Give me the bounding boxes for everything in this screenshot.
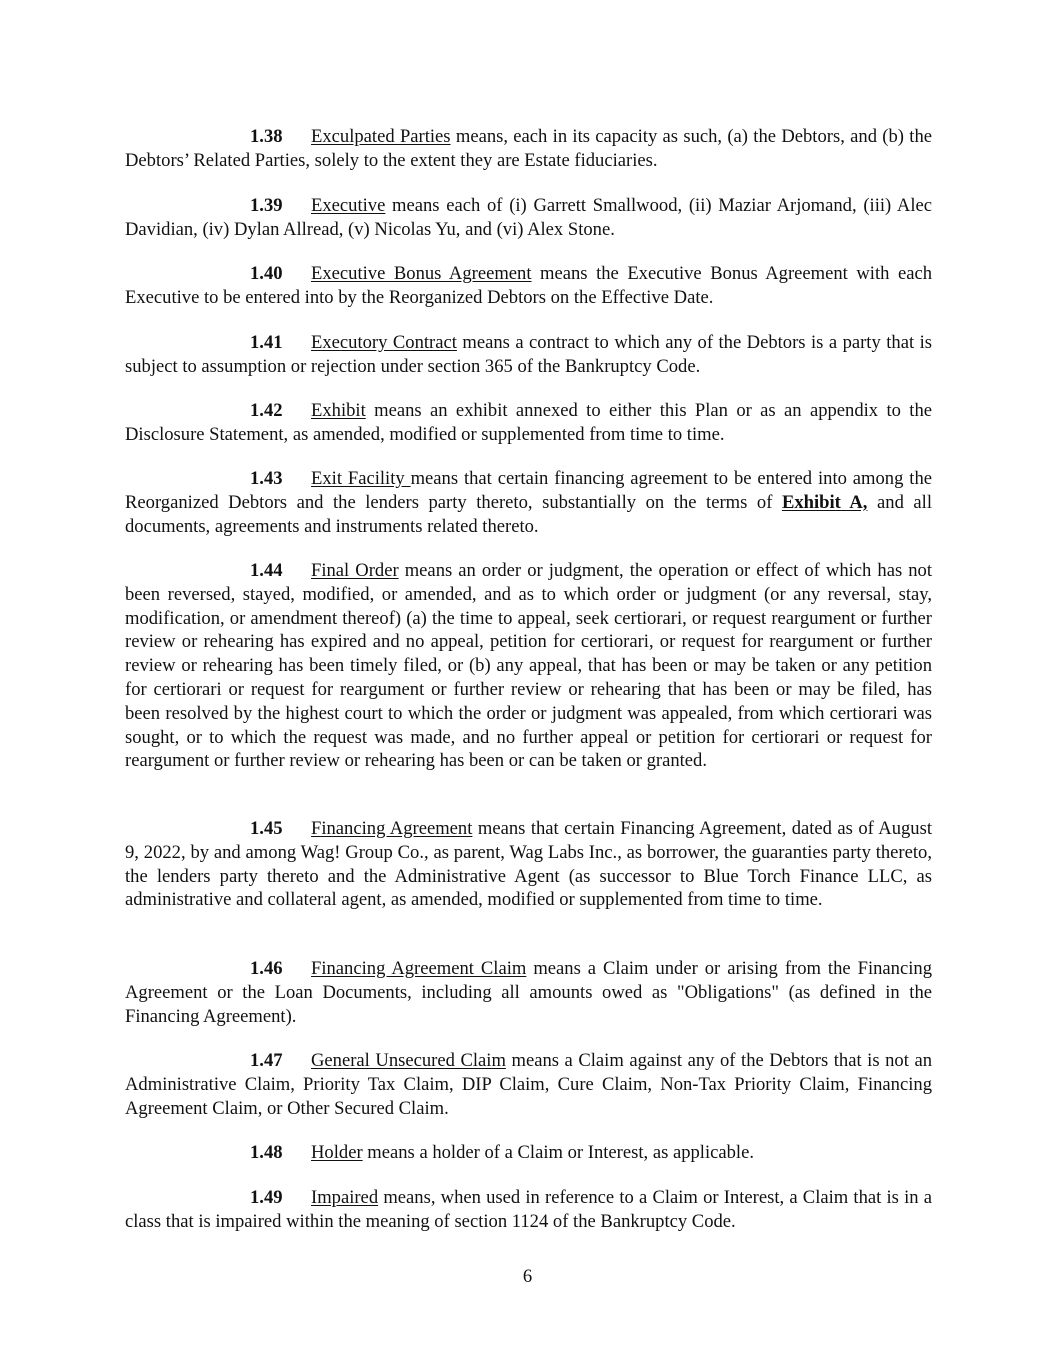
- defined-term: Exculpated Parties: [311, 126, 451, 147]
- definition-text: means, each in its capacity as such, (a) the Debtors, and (b) the Debtors’ Related Parties, solely to the extent they are Estate fiduciaries.: [125, 126, 932, 171]
- definition-text: means the Executive Bonus Agreement with each Executive to be entered into by the Reorganized Debtors on the Effective Date.: [125, 263, 932, 308]
- definition-1-40: [125, 262, 932, 310]
- section-number: 1.49: [250, 1187, 283, 1208]
- definition-1-48: [125, 1141, 932, 1165]
- page-number: 6: [522, 1266, 533, 1287]
- section-number: 1.39: [250, 195, 283, 216]
- section-number: 1.38: [250, 126, 283, 147]
- section-number: 1.45: [250, 818, 283, 839]
- definition-1-49: [125, 1186, 932, 1234]
- definition-1-47: [125, 1049, 932, 1120]
- definition-1-43: [125, 467, 932, 538]
- definition-1-45: [125, 817, 932, 912]
- definition-text: means, when used in reference to a Claim or Interest, a Claim that is in a class that is impaired within the meaning of section 1124 of the Bankruptcy Code.: [125, 1187, 932, 1232]
- defined-term: General Unsecured Claim: [311, 1050, 506, 1071]
- section-number: 1.48: [250, 1142, 283, 1163]
- definition-1-46: [125, 957, 932, 1028]
- section-number: 1.46: [250, 958, 283, 979]
- definition-1-44: [125, 559, 932, 773]
- defined-term: Final Order: [311, 560, 399, 581]
- section-number: 1.43: [250, 468, 283, 489]
- section-number: 1.42: [250, 400, 283, 421]
- definition-text-continued: and all documents, agreements and instruments related thereto.: [125, 491, 933, 537]
- definition-text: means that certain Financing Agreement, dated as of August 9, 2022, by and among Wag! Group Co., as parent, Wag Labs Inc., as borrower, the guaranties party thereto, the lenders party thereto and the Administrative Agent (as successor to Blue Torch Finance LLC, as administrative and collateral agent, as amended, modified or supplemented from time to time.: [125, 818, 932, 911]
- defined-term: Financing Agreement Claim: [311, 958, 527, 979]
- section-number: 1.41: [250, 332, 283, 353]
- definition-1-42: [125, 399, 932, 447]
- section-number: 1.47: [250, 1050, 283, 1071]
- defined-term: Financing Agreement: [311, 818, 473, 839]
- definition-text: means each of (i) Garrett Smallwood, (ii) Maziar Arjomand, (iii) Alec Davidian, (iv) Dylan Allread, (v) Nicolas Yu, and (vi) Alex Stone.: [125, 195, 932, 240]
- definition-text: means that certain financing agreement to be entered into among the Reorganized Debtors and the lenders party thereto, substantially on the terms of: [125, 468, 933, 513]
- defined-term: Holder: [311, 1142, 363, 1163]
- definition-text: means a Claim against any of the Debtors that is not an Administrative Claim, Priority Tax Claim, DIP Claim, Cure Claim, Non-Tax Priority Claim, Financing Agreement Claim, or Other Secured Claim.: [125, 1050, 933, 1119]
- section-number: 1.40: [250, 263, 283, 284]
- defined-term: Impaired: [311, 1187, 379, 1208]
- definition-text: means an order or judgment, the operation or effect of which has not been reversed, stayed, modified, or amended, and as to which order or judgment (or any reversal, stay, modification, or amendment thereof) (a) the time to appeal, seek certiorari, or request reargument or further review or rehearing has expired and no appeal, petition for certiorari, or request for reargument or further review or rehearing has been timely filed, or (b) any appeal, that has been or may be taken or any petition for certiorari or request for reargument or further review or rehearing that has been or may be filed, has been resolved by the highest court to which the order or judgment was appealed, from which certiorari was sought, or to which the request was made, and no further appeal or petition for certiorari or request for reargument or further review or rehearing has been or can be taken or granted.: [125, 560, 933, 772]
- definition-text: means a holder of a Claim or Interest, as applicable.: [362, 1142, 754, 1163]
- definition-text: means an exhibit annexed to either this Plan or as an appendix to the Disclosure Statement, as amended, modified or supplemented from time to time.: [125, 400, 932, 445]
- definition-text: means a Claim under or arising from the Financing Agreement or the Loan Documents, including all amounts owed as "Obligations" (as defined in the Financing Agreement).: [125, 958, 932, 1027]
- defined-term: Exhibit: [311, 400, 366, 421]
- defined-term: Exit Facility: [311, 468, 411, 489]
- definition-1-38: [125, 125, 932, 173]
- exhibit-reference: Exhibit A,: [781, 491, 868, 513]
- section-number: 1.44: [250, 560, 283, 581]
- defined-term: Executive: [311, 195, 386, 216]
- defined-term: Executory Contract: [311, 332, 457, 353]
- defined-term: Executive Bonus Agreement: [311, 263, 532, 284]
- definition-1-41: [125, 331, 932, 379]
- definition-1-39: [125, 194, 932, 242]
- definition-text: means a contract to which any of the Debtors is a party that is subject to assumption or rejection under section 365 of the Bankruptcy Code.: [125, 332, 932, 377]
